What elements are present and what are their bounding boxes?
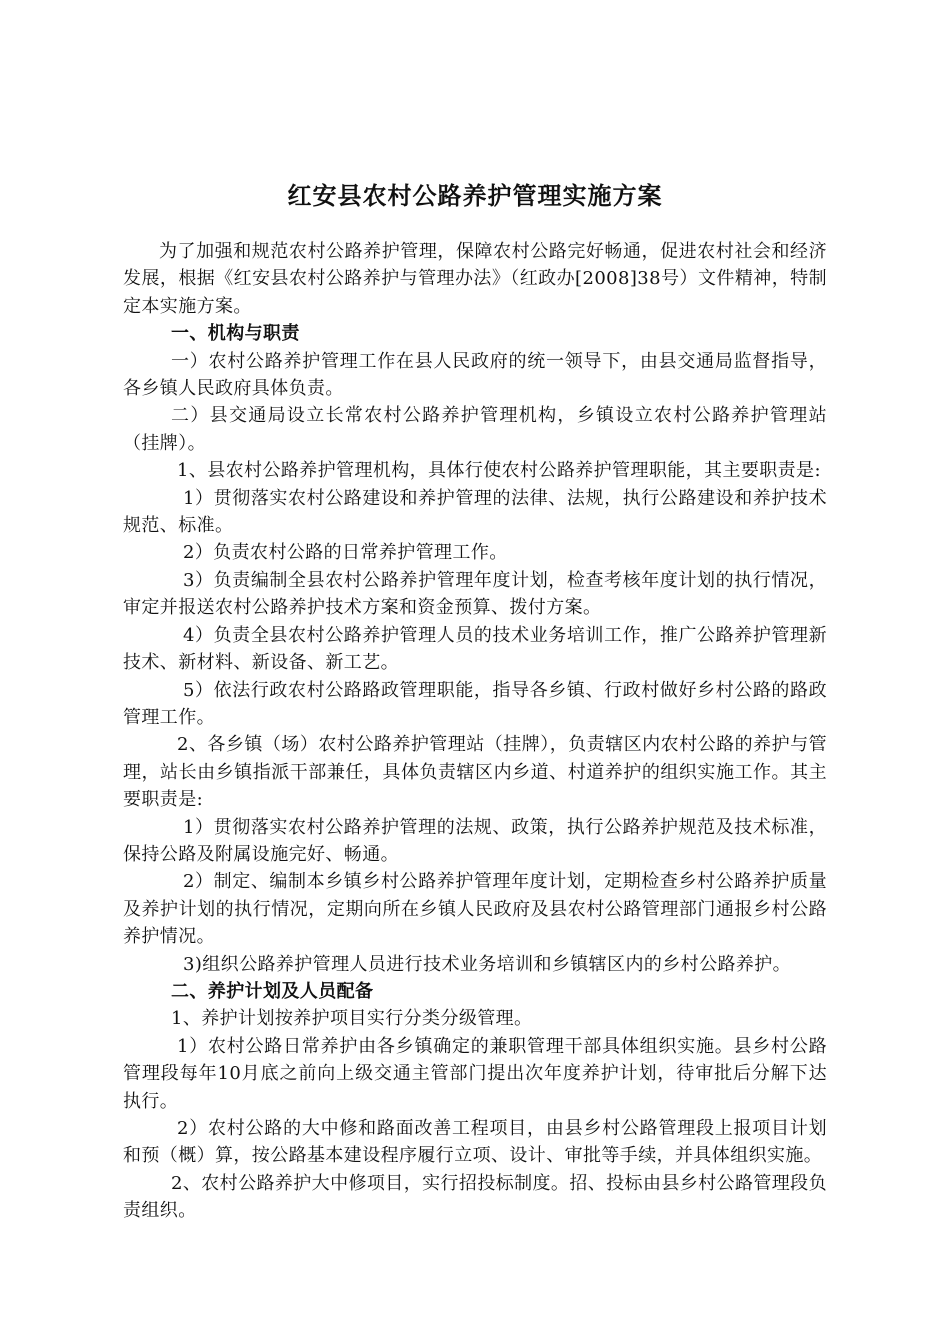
intro-paragraph: 为了加强和规范农村公路养护管理，保障农村公路完好畅通，促进农村社会和经济发展，根据《红安县农村公路养护与管理办法》（红政办[2008]38号）文件精神，特制定本实施方案。 <box>123 241 827 317</box>
section-heading-1: 一、机构与职责 <box>171 323 300 345</box>
paragraph: 二）县交通局设立长常农村公路养护管理机构，乡镇设立农村公路养护管理站（挂牌）。 <box>123 405 827 454</box>
document-title: 红安县农村公路养护管理实施方案 <box>287 182 663 210</box>
paragraph: 1、养护计划按养护项目实行分类分级管理。 <box>171 1008 533 1030</box>
list-item: 1）贯彻落实农村公路养护管理的法规、政策，执行公路养护规范及技术标准，保持公路及附属设施完好、畅通。 <box>123 816 827 865</box>
list-item: 2）农村公路的大中修和路面改善工程项目，由县乡村公路管理段上报项目计划和预（概）算，按公路基本建设程序履行立项、设计、审批等手续，并具体组织实施。 <box>123 1118 827 1167</box>
list-item: 1）贯彻落实农村公路建设和养护管理的法律、法规，执行公路建设和养护技术规范、标准。 <box>123 487 827 537</box>
list-item: 5）依法行政农村公路路政管理职能，指导各乡镇、行政村做好乡村公路的路政管理工作。 <box>123 679 827 728</box>
list-item: 1）农村公路日常养护由各乡镇确定的兼职管理干部具体组织实施。县乡村公路管理段每年10月底之前向上级交通主管部门提出次年度养护计划，待审批后分解下达执行。 <box>123 1035 827 1112</box>
list-item: 3）负责编制全县农村公路养护管理年度计划，检查考核年度计划的执行情况，审定并报送农村公路养护技术方案和资金预算、拨付方案。 <box>123 569 827 619</box>
section-heading-2: 二、养护计划及人员配备 <box>171 980 374 1002</box>
paragraph: 1、县农村公路养护管理机构，具体行使农村公路养护管理职能，其主要职责是: <box>177 460 821 482</box>
list-item: 4）负责全县农村公路养护管理人员的技术业务培训工作，推广公路养护管理新技术、新材料、新设备、新工艺。 <box>123 624 827 674</box>
list-item: 2）负责农村公路的日常养护管理工作。 <box>183 542 508 564</box>
document-body <box>123 238 827 1225</box>
paragraph: 2、各乡镇（场）农村公路养护管理站（挂牌），负责辖区内农村公路的养护与管理，站长由乡镇指派干部兼任，具体负责辖区内乡道、村道养护的组织实施工作。其主要职责是: <box>123 734 827 811</box>
list-item: 3)组织公路养护管理人员进行技术业务培训和乡镇辖区内的乡村公路养护。 <box>183 953 792 975</box>
paragraph: 2、农村公路养护大中修项目，实行招投标制度。招、投标由县乡村公路管理段负责组织。 <box>123 1172 827 1222</box>
list-item: 2）制定、编制本乡镇乡村公路养护管理年度计划，定期检查乡村公路养护质量及养护计划的执行情况，定期向所在乡镇人民政府及县农村公路管理部门通报乡村公路养护情况。 <box>123 871 827 948</box>
paragraph: 一）农村公路养护管理工作在县人民政府的统一领导下，由县交通局监督指导，各乡镇人民政府具体负责。 <box>123 350 827 400</box>
